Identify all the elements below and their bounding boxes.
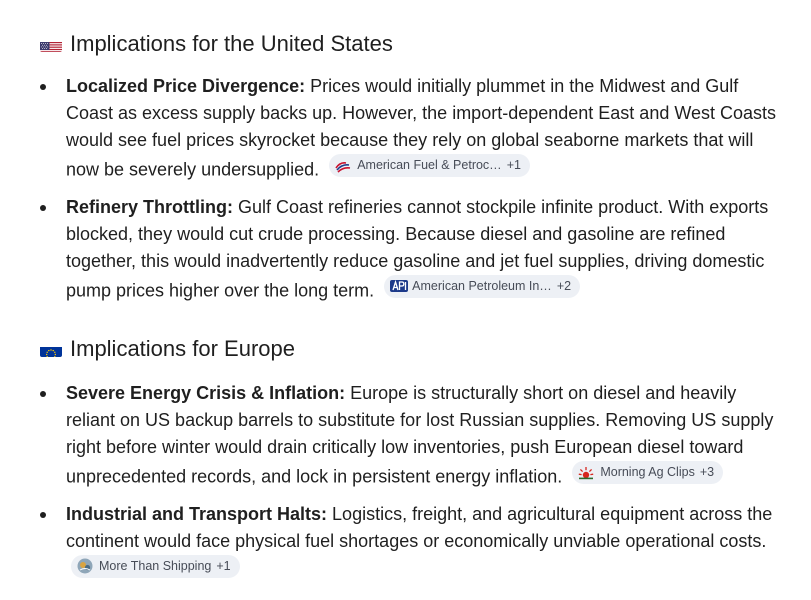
morning-ag-clips-logo-icon (578, 465, 594, 481)
source-chip[interactable] (329, 154, 530, 177)
bullet-list-united-states (40, 73, 783, 304)
source-chip-count: +1 (216, 558, 231, 573)
bullet-text: Logistics, freight, and agricultural equipment across the continent would face physical fuel shortages or economically unviable operational costs. (66, 503, 773, 551)
source-chip-label: American Fuel & Petroc… (357, 158, 502, 172)
source-chip[interactable] (71, 555, 240, 578)
source-chip-count: +1 (506, 158, 521, 172)
source-chip-count: +3 (699, 465, 715, 479)
source-chip-label: Morning Ag Clips (600, 465, 695, 479)
more-than-shipping-logo-icon (77, 558, 93, 574)
api-logo-icon (390, 278, 406, 294)
section-heading-text: Implications for Europe (70, 336, 295, 361)
section-heading-europe (40, 334, 783, 364)
bullet-dot (40, 84, 46, 90)
source-chip-label: More Than Shipping (99, 558, 212, 573)
section-heading-united-states (40, 29, 783, 59)
bullet-list-europe (40, 380, 783, 584)
list-item (40, 380, 783, 491)
source-chip-count: +2 (556, 278, 572, 293)
bullet-lead: Refinery Throttling: (66, 196, 233, 217)
afpm-logo-icon (335, 158, 351, 174)
bullet-lead: Localized Price Divergence: (66, 76, 306, 96)
bullet-lead: Severe Energy Crisis & Inflation: (66, 383, 346, 403)
source-chip[interactable] (384, 275, 580, 298)
eu-flag-icon (40, 342, 62, 357)
bullet-text: Europe is structurally short on diesel and heavily reliant on US backup barrels to substitute for lost Russian supplies. Removing US supply right before winter would drain critically low inventories, push European diesel toward unprecedented records, and lock in persistent energy inflation. (66, 383, 774, 487)
bullet-dot (40, 391, 46, 397)
bullet-lead: Industrial and Transport Halts: (66, 503, 328, 524)
bullet-text: Gulf Coast refineries cannot stockpile infinite product. With exports blocked, they would cut crude processing. Because diesel and gasoline are refined together, this would inadvertently reduce gasoline and jet fuel supplies, driving domestic pump prices higher over the long term. (66, 196, 769, 300)
bullet-dot (40, 512, 46, 518)
bullet-text: Prices would initially plummet in the Midwest and Gulf Coast as excess supply backs up. However, the import-dependent East and West Coasts would see fuel prices skyrocket because they rely on global seaborne markets that will now be severely undersupplied. (66, 76, 777, 180)
list-item (40, 194, 783, 305)
source-chip[interactable] (572, 461, 723, 484)
source-chip-label: American Petroleum In… (412, 278, 552, 293)
response-content (0, 29, 811, 600)
section-heading-text: Implications for the United States (70, 31, 393, 56)
list-item (40, 501, 783, 585)
us-flag-icon (40, 37, 62, 52)
bullet-dot (40, 205, 46, 211)
list-item (40, 73, 783, 184)
